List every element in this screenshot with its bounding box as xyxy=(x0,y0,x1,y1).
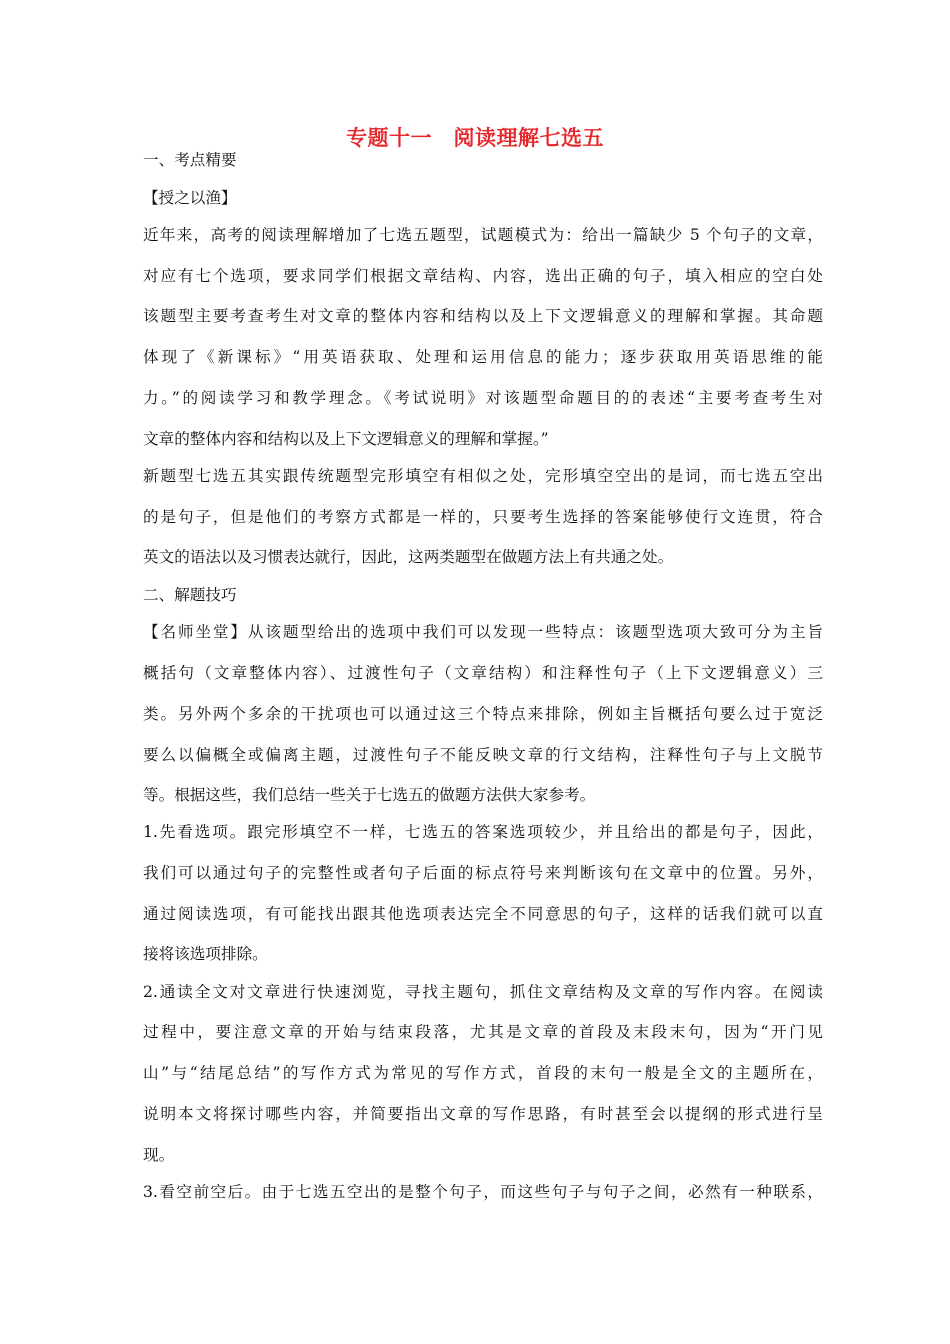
list-item-line: 接将该选项排除。 xyxy=(143,945,268,963)
list-item-line: 通过阅读选项，有可能找出跟其他选项表达完全不同意思的句子，这样的话我们就可以直 xyxy=(143,905,823,923)
paragraph-line: 体现了《新课标》“用英语获取、处理和运用信息的能力；逐步获取用英语思维的能 xyxy=(143,348,823,366)
paragraph-line: 对应有七个选项，要求同学们根据文章结构、内容，选出正确的句子，填入相应的空白处 xyxy=(143,267,823,285)
list-item-line: 山”与“结尾总结”的写作方式为常见的写作方式，首段的末句一般是全文的主题所在， xyxy=(143,1064,823,1082)
page-title: 专题十一 阅读理解七选五 xyxy=(346,125,604,150)
paragraph-line: 文章的整体内容和结构以及上下文逻辑意义的理解和掌握。” xyxy=(143,430,549,448)
paragraph-line: 近年来，高考的阅读理解增加了七选五题型，试题模式为：给出一篇缺少 5 个句子的文章， xyxy=(143,226,823,244)
section-heading-key-points: 一、考点精要 xyxy=(143,151,237,169)
paragraph-line: 要么以偏概全或偏离主题，过渡性句子不能反映文章的行文结构，注释性句子与上文脱节 xyxy=(143,746,823,764)
paragraph-line: 概括句（文章整体内容）、过渡性句子（文章结构）和注释性句子（上下文逻辑意义）三 xyxy=(143,664,823,682)
list-item-line: 2.通读全文对文章进行快速浏览，寻找主题句，抓住文章结构及文章的写作内容。在阅读 xyxy=(143,983,823,1001)
paragraph-line: 类。另外两个多余的干扰项也可以通过这三个特点来排除，例如主旨概括句要么过于宽泛 xyxy=(143,705,823,723)
paragraph-line: 的是句子，但是他们的考察方式都是一样的，只要考生选择的答案能够使行文连贯，符合 xyxy=(143,508,823,526)
paragraph-line: 【名师坐堂】从该题型给出的选项中我们可以发现一些特点：该题型选项大致可分为主旨 xyxy=(143,623,823,641)
section-heading-techniques: 二、解题技巧 xyxy=(143,586,237,604)
tag-teach-to-fish: 【授之以渔】 xyxy=(143,189,237,207)
list-item-line: 说明本文将探讨哪些内容，并简要指出文章的写作思路，有时甚至会以提纲的形式进行呈 xyxy=(143,1105,823,1123)
paragraph-line: 力。”的阅读学习和教学理念。《考试说明》对该题型命题目的的表述“主要考查考生对 xyxy=(143,389,823,407)
list-item-line: 我们可以通过句子的完整性或者句子后面的标点符号来判断该句在文章中的位置。另外， xyxy=(143,864,823,882)
list-item-line: 过程中，要注意文章的开始与结束段落，尤其是文章的首段及末段末句，因为“开门见 xyxy=(143,1023,823,1041)
paragraph-line: 新题型七选五其实跟传统题型完形填空有相似之处，完形填空空出的是词，而七选五空出 xyxy=(143,467,823,485)
list-item-line: 1.先看选项。跟完形填空不一样，七选五的答案选项较少，并且给出的都是句子，因此， xyxy=(143,823,823,841)
list-item-line: 现。 xyxy=(143,1146,175,1164)
list-item-line: 3.看空前空后。由于七选五空出的是整个句子，而这些句子与句子之间，必然有一种联系， xyxy=(143,1183,823,1201)
paragraph-line: 等。根据这些，我们总结一些关于七选五的做题方法供大家参考。 xyxy=(143,786,596,804)
paragraph-line: 英文的语法以及习惯表达就行，因此，这两类题型在做题方法上有共通之处。 xyxy=(143,548,674,566)
paragraph-line: 该题型主要考查考生对文章的整体内容和结构以及上下文逻辑意义的理解和掌握。其命题 xyxy=(143,307,823,325)
